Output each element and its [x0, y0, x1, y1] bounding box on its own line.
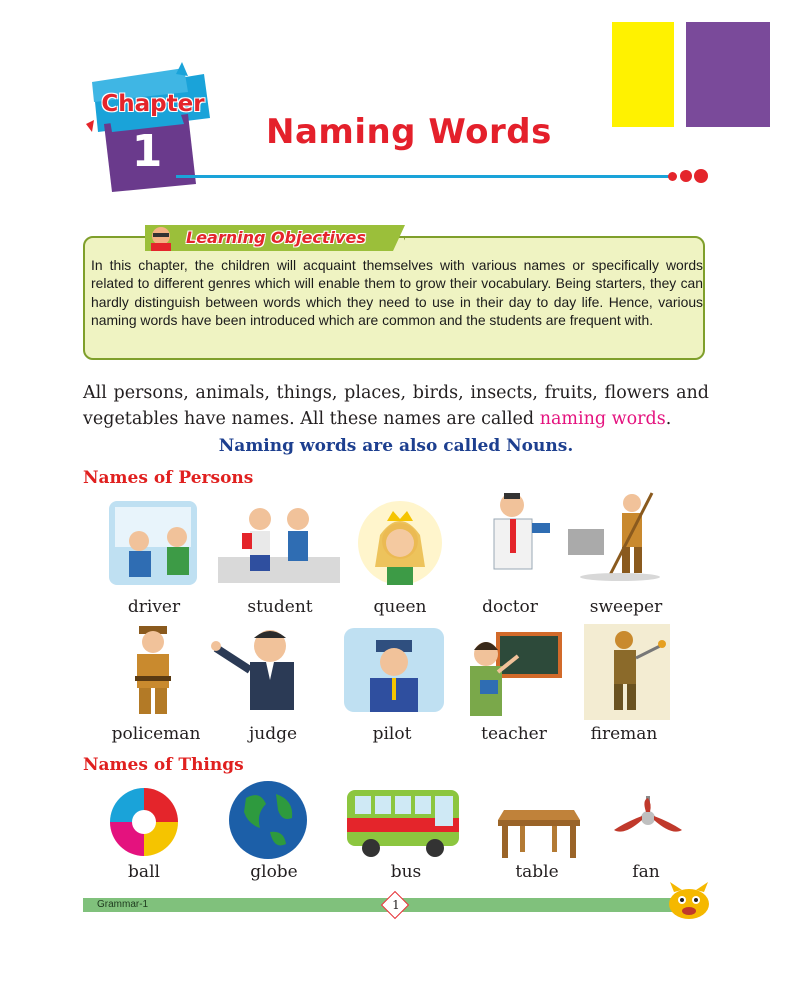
- teacher-image: [462, 630, 562, 722]
- label-driver: driver: [127, 597, 181, 617]
- nouns-note: Naming words are also called Nouns.: [218, 436, 574, 456]
- bus-image: [343, 784, 463, 860]
- persons-heading: Names of Persons: [83, 468, 254, 488]
- label-student: student: [247, 597, 313, 617]
- chapter-label: Chapter: [101, 91, 205, 117]
- globe-image: [226, 778, 310, 862]
- pilot-image: [340, 624, 450, 716]
- driver-image: [105, 497, 215, 589]
- page-title: Naming Words: [266, 112, 552, 152]
- table-image: [494, 804, 580, 860]
- label-doctor: doctor: [482, 597, 538, 617]
- things-heading: Names of Things: [83, 755, 244, 775]
- policeman-image: [105, 624, 215, 716]
- fan-image: [612, 796, 684, 852]
- intro-highlight: naming words: [539, 409, 666, 429]
- label-judge: judge: [248, 724, 298, 744]
- label-teacher: teacher: [481, 724, 547, 744]
- header-purple-block: [686, 22, 770, 127]
- label-bus: bus: [390, 862, 422, 882]
- label-ball: ball: [128, 862, 160, 882]
- title-underline: [176, 175, 670, 178]
- label-queen: queen: [373, 597, 427, 617]
- label-table: table: [515, 862, 559, 882]
- rule-dot-large: [694, 169, 708, 183]
- mascot-icon: [666, 880, 712, 920]
- label-pilot: pilot: [372, 724, 412, 744]
- judge-image: [210, 624, 326, 716]
- footer-book-title: Grammar-1: [97, 899, 149, 910]
- ball-image: [106, 784, 182, 860]
- student-image: [218, 497, 340, 589]
- chapter-number: 1: [131, 126, 163, 177]
- label-fireman: fireman: [590, 724, 658, 744]
- learning-objectives-text: In this chapter, the children will acquaint themselves with various names or specifically words related to different genres which will enable them to grow their vocabulary. Being starters, they can hardly distinguish between words which they need to use in their day to day life. Hence, various naming words have been introduced which are common and the students are frequent with.: [91, 257, 703, 328]
- header-yellow-block: [612, 22, 674, 127]
- intro-paragraph: [83, 380, 709, 432]
- queen-image: [345, 497, 455, 589]
- label-policeman: policeman: [111, 724, 201, 744]
- page-number: 1: [392, 898, 400, 912]
- label-fan: fan: [632, 862, 660, 882]
- rule-dot-small: [668, 172, 677, 181]
- sweeper-image: [560, 489, 672, 581]
- intro-text: All persons, animals, things, places, birds, insects, fruits, flowers and vegetables have names. All these names are called: [83, 383, 709, 429]
- label-sweeper: sweeper: [589, 597, 663, 617]
- label-globe: globe: [250, 862, 298, 882]
- fireman-image: [584, 624, 670, 720]
- learning-objectives-title: Learning Objectives: [186, 228, 366, 247]
- intro-end: .: [665, 409, 672, 429]
- rule-dot-medium: [680, 170, 692, 182]
